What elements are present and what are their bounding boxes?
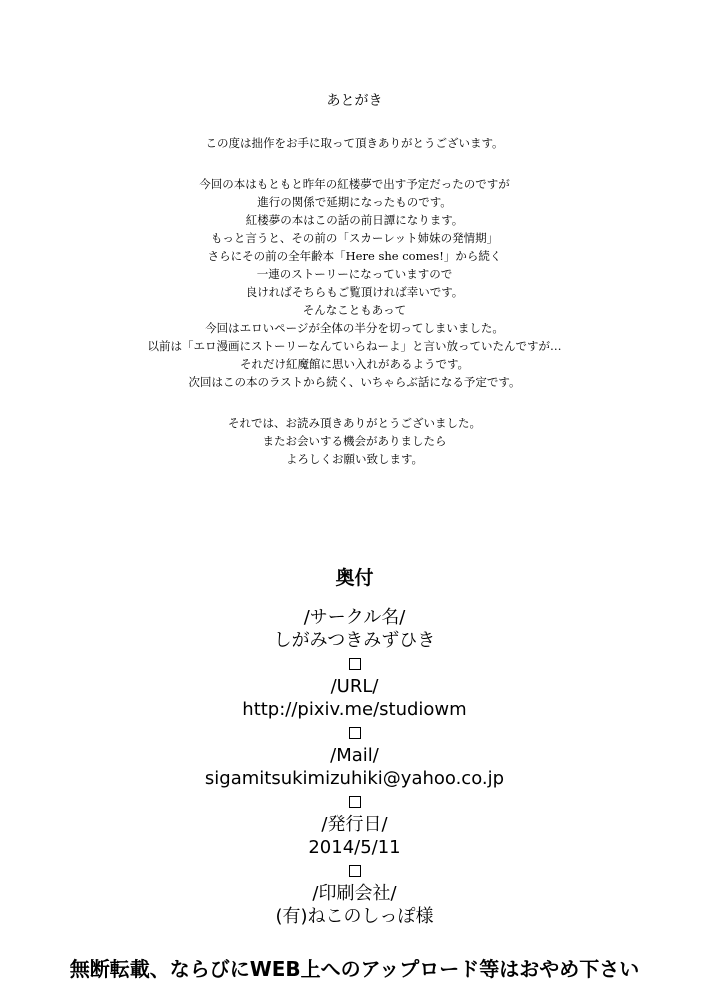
afterword-line: 今回はエロいページが全体の半分を切ってしまいました。 xyxy=(205,321,504,335)
mail-label: /Mail/ xyxy=(330,745,379,766)
afterword-title: あとがき xyxy=(326,93,383,109)
circle-name-label: /サークル名/ xyxy=(303,607,406,628)
afterword-line: 以前は「エロ漫画にストーリーなんていらねーよ」と言い放っていたんですが… xyxy=(147,339,562,353)
afterword-line: よろしくお願い致します。 xyxy=(285,452,424,466)
separator xyxy=(0,652,709,675)
publish-date-label: /発行日/ xyxy=(321,814,388,835)
printer-value: (有)ねこのしっぽ様 xyxy=(275,906,434,927)
reprint-notice: 無断転載、ならびにWEB上へのアップロード等はおやめ下さい xyxy=(69,957,640,981)
url-label: /URL/ xyxy=(330,676,379,697)
publish-date-value: 2014/5/11 xyxy=(308,837,401,858)
afterword-line: 良ければそちらもご覧頂ければ幸いです。 xyxy=(245,285,464,299)
circle-name-value: しがみつきみずひき xyxy=(273,630,436,651)
square-separator-icon xyxy=(349,727,361,739)
afterword-line: 一連のストーリーになっていますので xyxy=(256,267,453,281)
afterword-line: またお会いする機会がありましたら xyxy=(262,434,447,448)
afterword-line: 次回はこの本のラストから続く、いちゃらぶ話になる予定です。 xyxy=(188,375,521,389)
paragraph-gap xyxy=(0,152,709,175)
square-separator-icon xyxy=(349,865,361,877)
colophon-title: 奥付 xyxy=(335,567,374,589)
afterword-line: もっと言うと、その前の「スカーレット姉妹の発情期」 xyxy=(210,231,499,245)
printer-label: /印刷会社/ xyxy=(312,883,397,904)
url-value: http://pixiv.me/studiowm xyxy=(242,699,467,720)
afterword-text xyxy=(0,134,709,468)
square-separator-icon xyxy=(349,658,361,670)
separator xyxy=(0,859,709,882)
separator xyxy=(0,790,709,813)
afterword-line: 進行の関係で延期になったものです。 xyxy=(257,195,452,209)
mail-value: sigamitsukimizuhiki@yahoo.co.jp xyxy=(204,768,505,789)
afterword-line: それだけ紅魔館に思い入れがあるようです。 xyxy=(239,357,470,371)
afterword-line: 今回の本はもともと昨年の紅楼夢で出す予定だったのですが xyxy=(199,177,510,191)
colophon-block xyxy=(0,606,709,928)
afterword-line: それでは、お読み頂きありがとうございました。 xyxy=(228,416,481,430)
square-separator-icon xyxy=(349,796,361,808)
afterword-line: そんなこともあって xyxy=(302,303,407,317)
afterword-line: この度は拙作をお手に取って頂きありがとうございます。 xyxy=(205,136,504,150)
afterword-line: 紅楼夢の本はこの話の前日譚になります。 xyxy=(245,213,464,227)
afterword-line: さらにその前の全年齢本「Here she comes!」から続く xyxy=(207,249,502,263)
separator xyxy=(0,721,709,744)
paragraph-gap xyxy=(0,391,709,414)
